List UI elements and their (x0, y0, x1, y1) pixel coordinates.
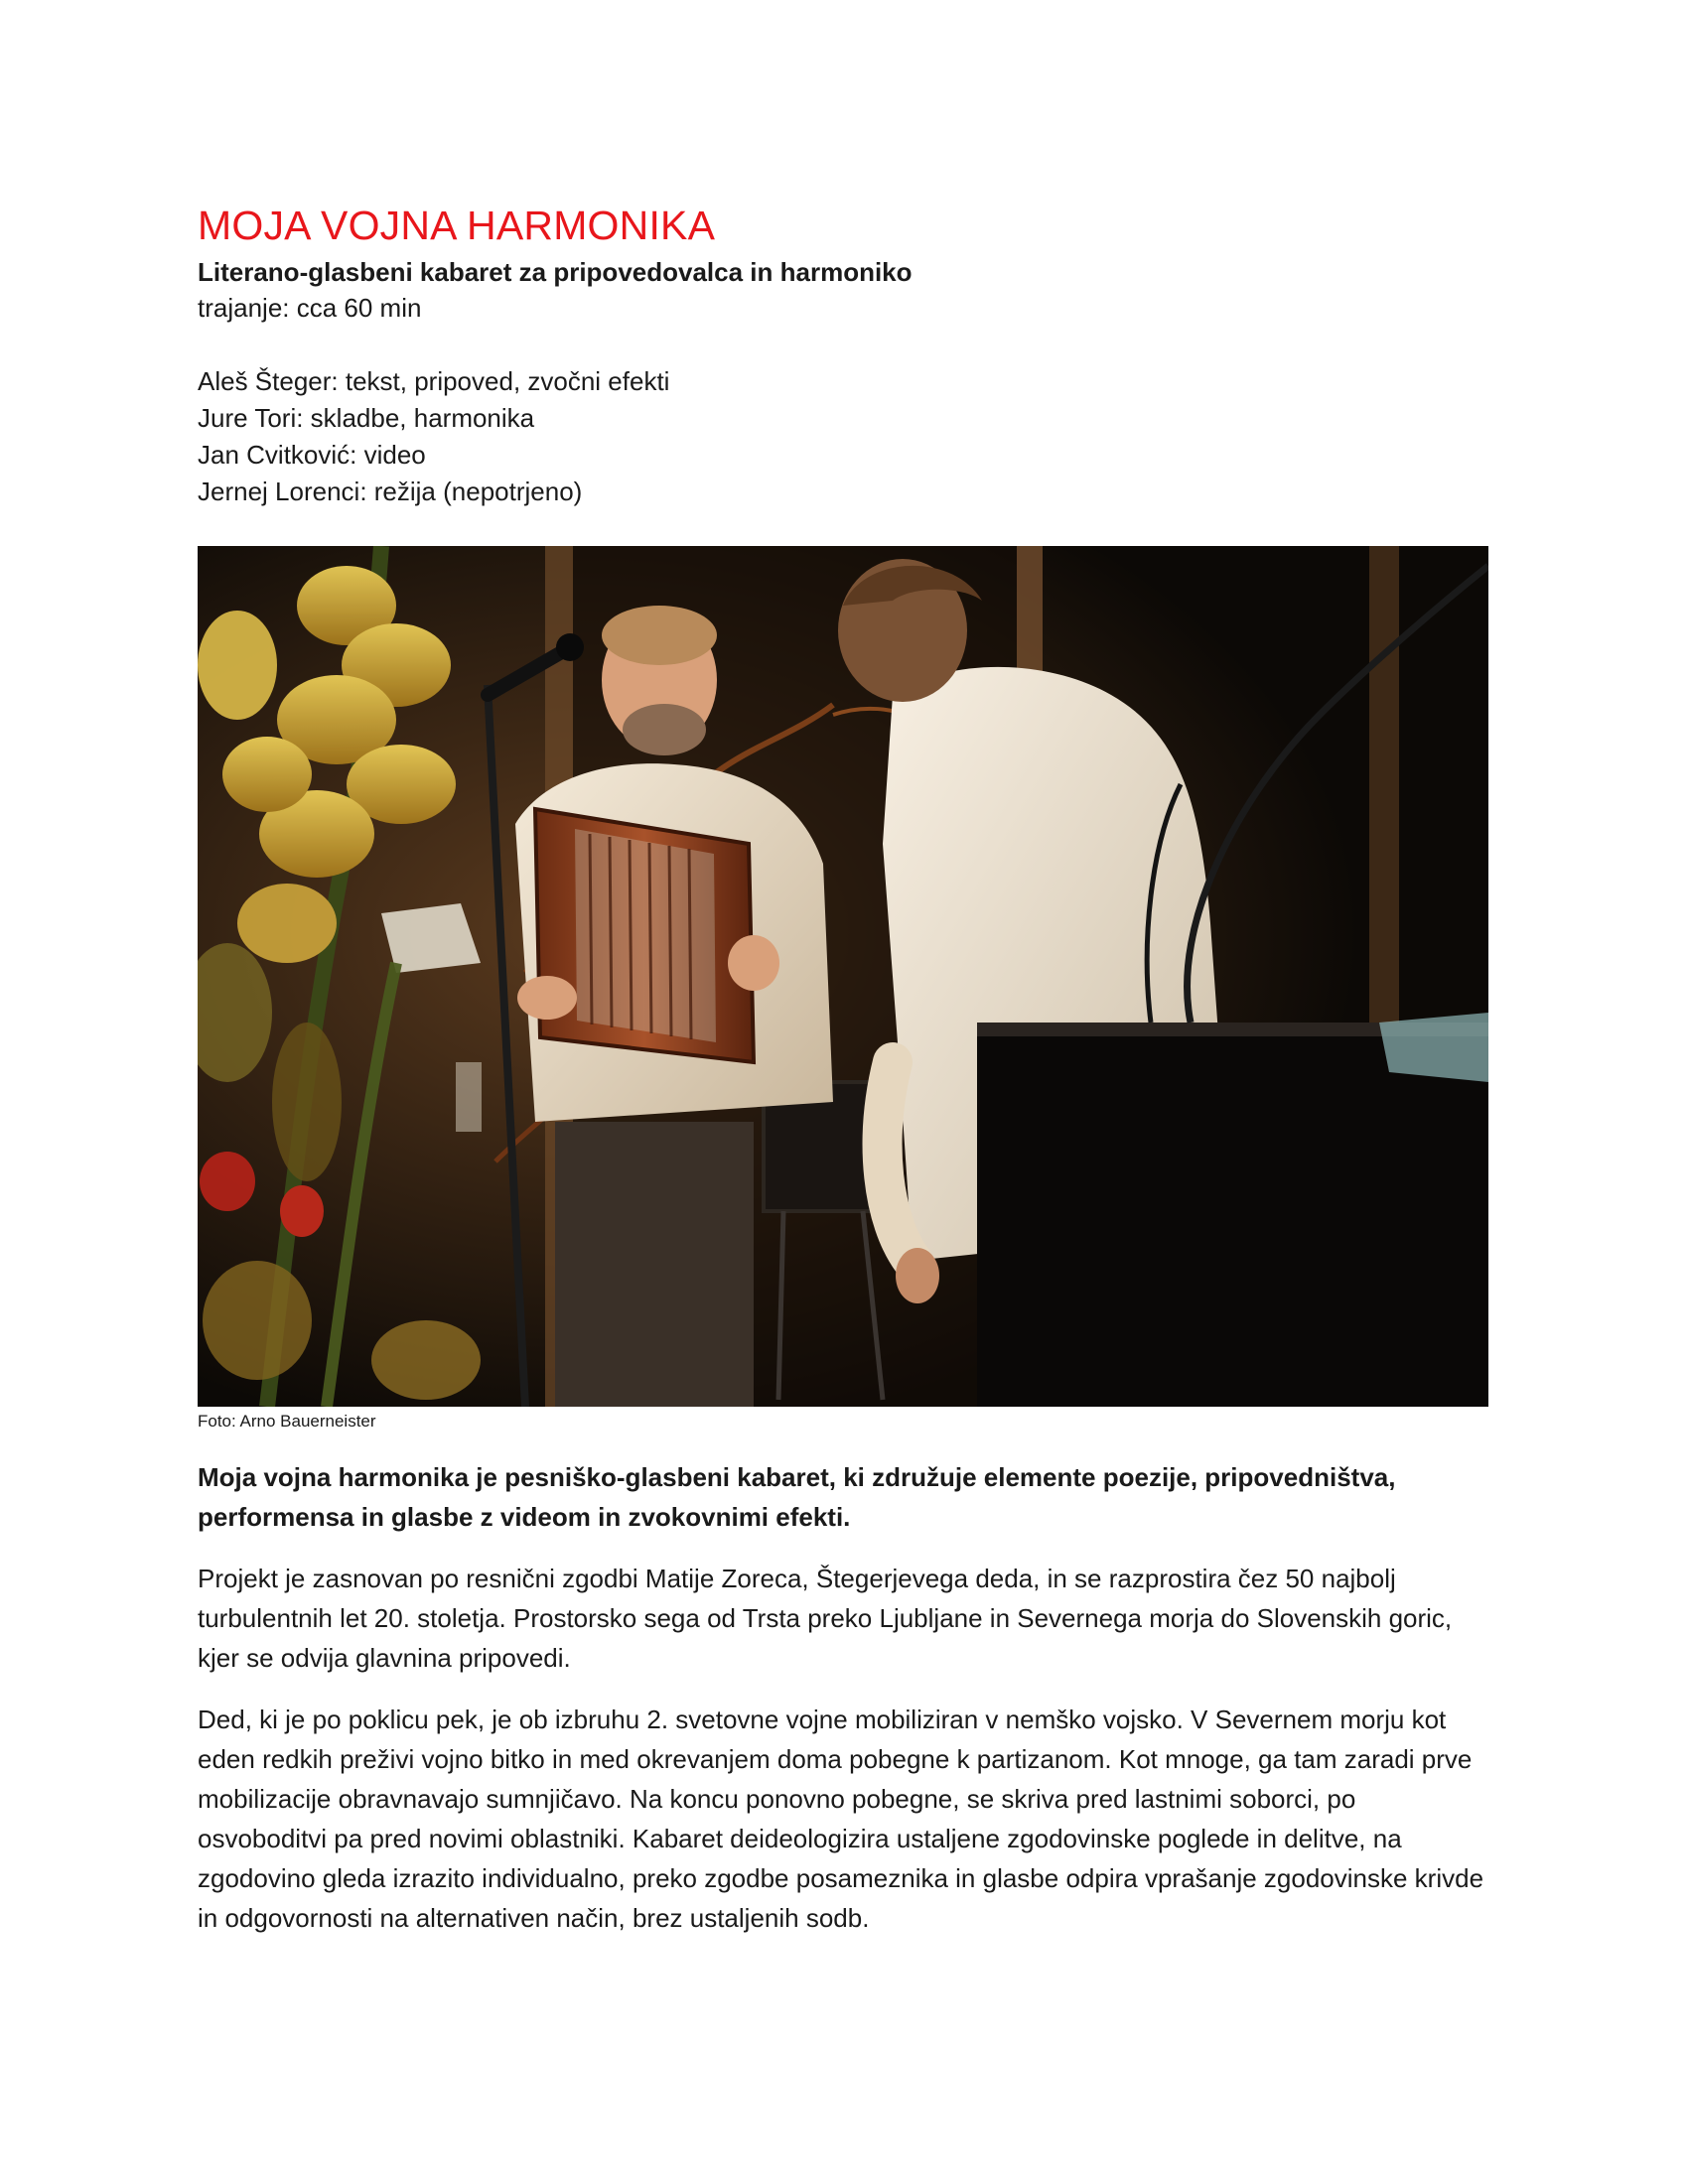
player-hand (517, 976, 577, 1020)
credit-line: Jan Cvitković: video (198, 440, 426, 470)
microphone-head (556, 633, 584, 661)
body-paragraph: Ded, ki je po poklicu pek, je ob izbruhu 2. svetovne vojne mobiliziran v nemško vojsko. V Severnem morju kot eden redkih preživi vojno bitko in med okrevanjem doma pobegne k partizanom. Kot mnoge, ga tam zaradi prve mobilizacije obravnavajo sumnjičavo. Na koncu ponovno pobegne, se skriva pred lastnimi soborci, po osvoboditvi pa pred novimi oblastniki. Kabaret deideologizira ustaljene zgodovinske poglede in delitve, na zgodovino gleda izrazito individualno, preko zgodbe posameznika in glasbe odpira vprašanje zgodovinske krivde in odgovornosti na alternativen način, brez ustaljenih sodb. (198, 1705, 1484, 1933)
credits-list (198, 363, 1488, 510)
player-trousers (555, 1122, 754, 1407)
flower-blossom (222, 737, 312, 812)
flower-leaf (272, 1023, 342, 1181)
flower-blossom (371, 1320, 481, 1400)
lectern (977, 1023, 1488, 1407)
player-beard (623, 704, 706, 755)
narrator-hand (896, 1248, 939, 1303)
credit-line: Jure Tori: skladbe, harmonika (198, 403, 535, 433)
glass (456, 1062, 482, 1132)
photo-caption: Foto: Arno Bauerneister (198, 1412, 376, 1431)
red-flower (280, 1185, 324, 1237)
performance-photo-illustration (198, 546, 1488, 1407)
player-hand (728, 935, 779, 991)
lectern-papers (1379, 1013, 1488, 1082)
document-title: MOJA VOJNA HARMONIKA (198, 203, 716, 248)
flower-blossom (198, 611, 277, 720)
document-subtitle: Literano-glasbeni kabaret za pripovedovalca in harmoniko (198, 257, 913, 287)
player-hair (602, 606, 717, 665)
flower-blossom (237, 884, 337, 963)
performance-photo (198, 546, 1488, 1407)
body-paragraph: Projekt je zasnovan po resnični zgodbi Matije Zoreca, Štegerjevega deda, in se razprostira čez 50 najbolj turbulentnih let 20. stoletja. Prostorsko sega od Trsta preko Ljubljane in Severnega morja do Slovenskih goric, kjer se odvija glavnina pripovedi. (198, 1564, 1453, 1673)
flower-leaf (203, 1261, 312, 1380)
accordion-bellows (575, 829, 716, 1042)
lead-paragraph: Moja vojna harmonika je pesniško-glasbeni kabaret, ki združuje elemente poezije, pripovedništva, performensa in glasbe z videom in zvokovnimi efekti. (198, 1462, 1396, 1532)
document-page (198, 199, 1488, 1938)
credit-line: Jernej Lorenci: režija (nepotrjeno) (198, 477, 583, 506)
duration-line: trajanje: cca 60 min (198, 293, 422, 323)
credit-line: Aleš Šteger: tekst, pripoved, zvočni efekti (198, 366, 670, 396)
red-flower (200, 1152, 255, 1211)
